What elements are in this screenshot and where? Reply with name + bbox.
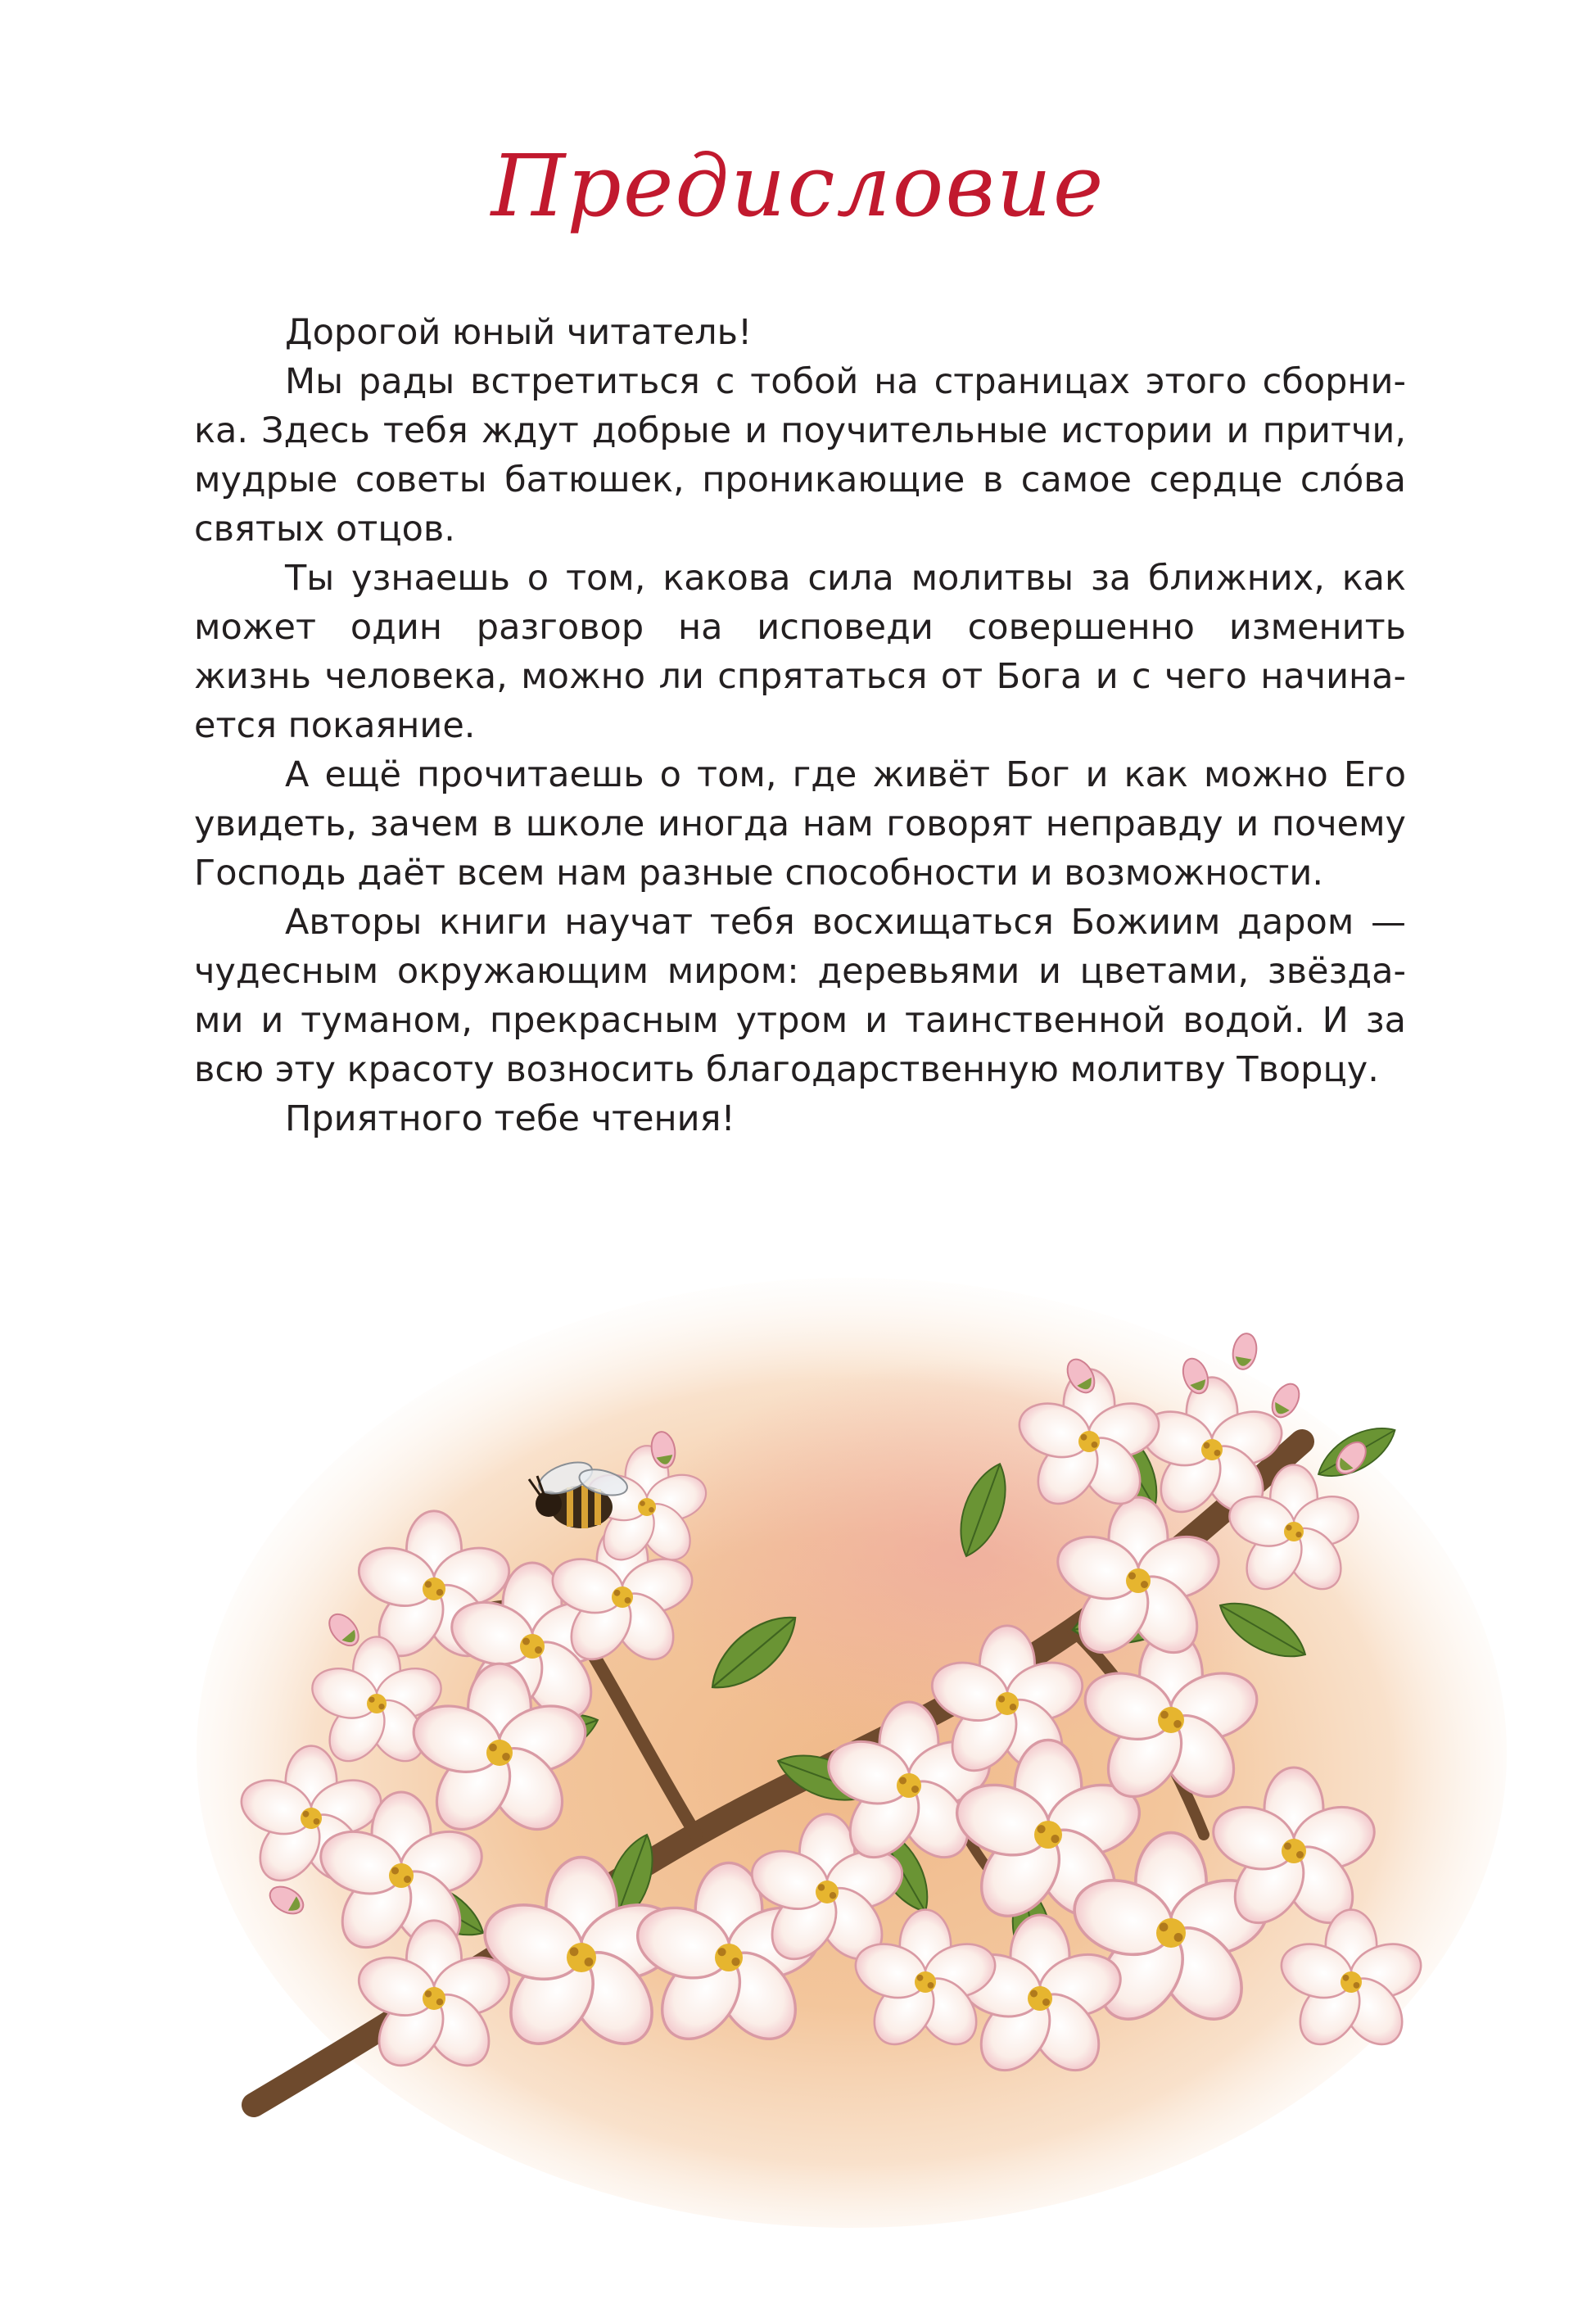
paragraph-line: увидеть, зачем в школе иногда нам говорят неправду и почему: [194, 803, 1406, 844]
page-title: Предисловие: [491, 136, 1105, 236]
paragraph-line: может один разговор на исповеди совершенно изменить: [194, 607, 1406, 648]
paragraph-line: Ты узнаешь о том, какова сила молитвы за ближних, как: [285, 558, 1406, 599]
paragraph-line: мудрые советы батюшек, проникающие в самое сердце сло́ва: [194, 459, 1406, 500]
apple-blossom-branch-icon: [188, 1261, 1515, 2228]
paragraph-line: Приятного тебе чтения!: [285, 1098, 735, 1139]
paragraph-line: Дорогой юный читатель!: [285, 312, 753, 353]
paragraph-line: святых отцов.: [194, 509, 455, 550]
paragraph-line: жизнь человека, можно ли спрятаться от Бога и с чего начина-: [194, 656, 1406, 697]
paragraph-line: чудесным окружающим миром: деревьями и цветами, звёзда-: [194, 951, 1406, 992]
paragraph-line: ка. Здесь тебя ждут добрые и поучительные истории и притчи,: [194, 410, 1406, 451]
preface-text: [194, 308, 1406, 1143]
paragraph-line: Авторы книги научат тебя восхищаться Божиим даром —: [285, 902, 1406, 943]
paragraph-line: ми и туманом, прекрасным утром и таинственной водой. И за: [194, 1000, 1406, 1041]
apple-blossom-illustration: [188, 1261, 1515, 2228]
paragraph-line: Мы рады встретиться с тобой на страницах этого сборни-: [285, 361, 1406, 402]
paragraph-line: ется покаяние.: [194, 705, 476, 746]
paragraph-line: всю эту красоту возносить благодарственную молитву Творцу.: [194, 1049, 1379, 1090]
paragraph-line: А ещё прочитаешь о том, где живёт Бог и как можно Его: [285, 754, 1406, 795]
paragraph-line: Господь даёт всем нам разные способности и возможности.: [194, 853, 1324, 894]
